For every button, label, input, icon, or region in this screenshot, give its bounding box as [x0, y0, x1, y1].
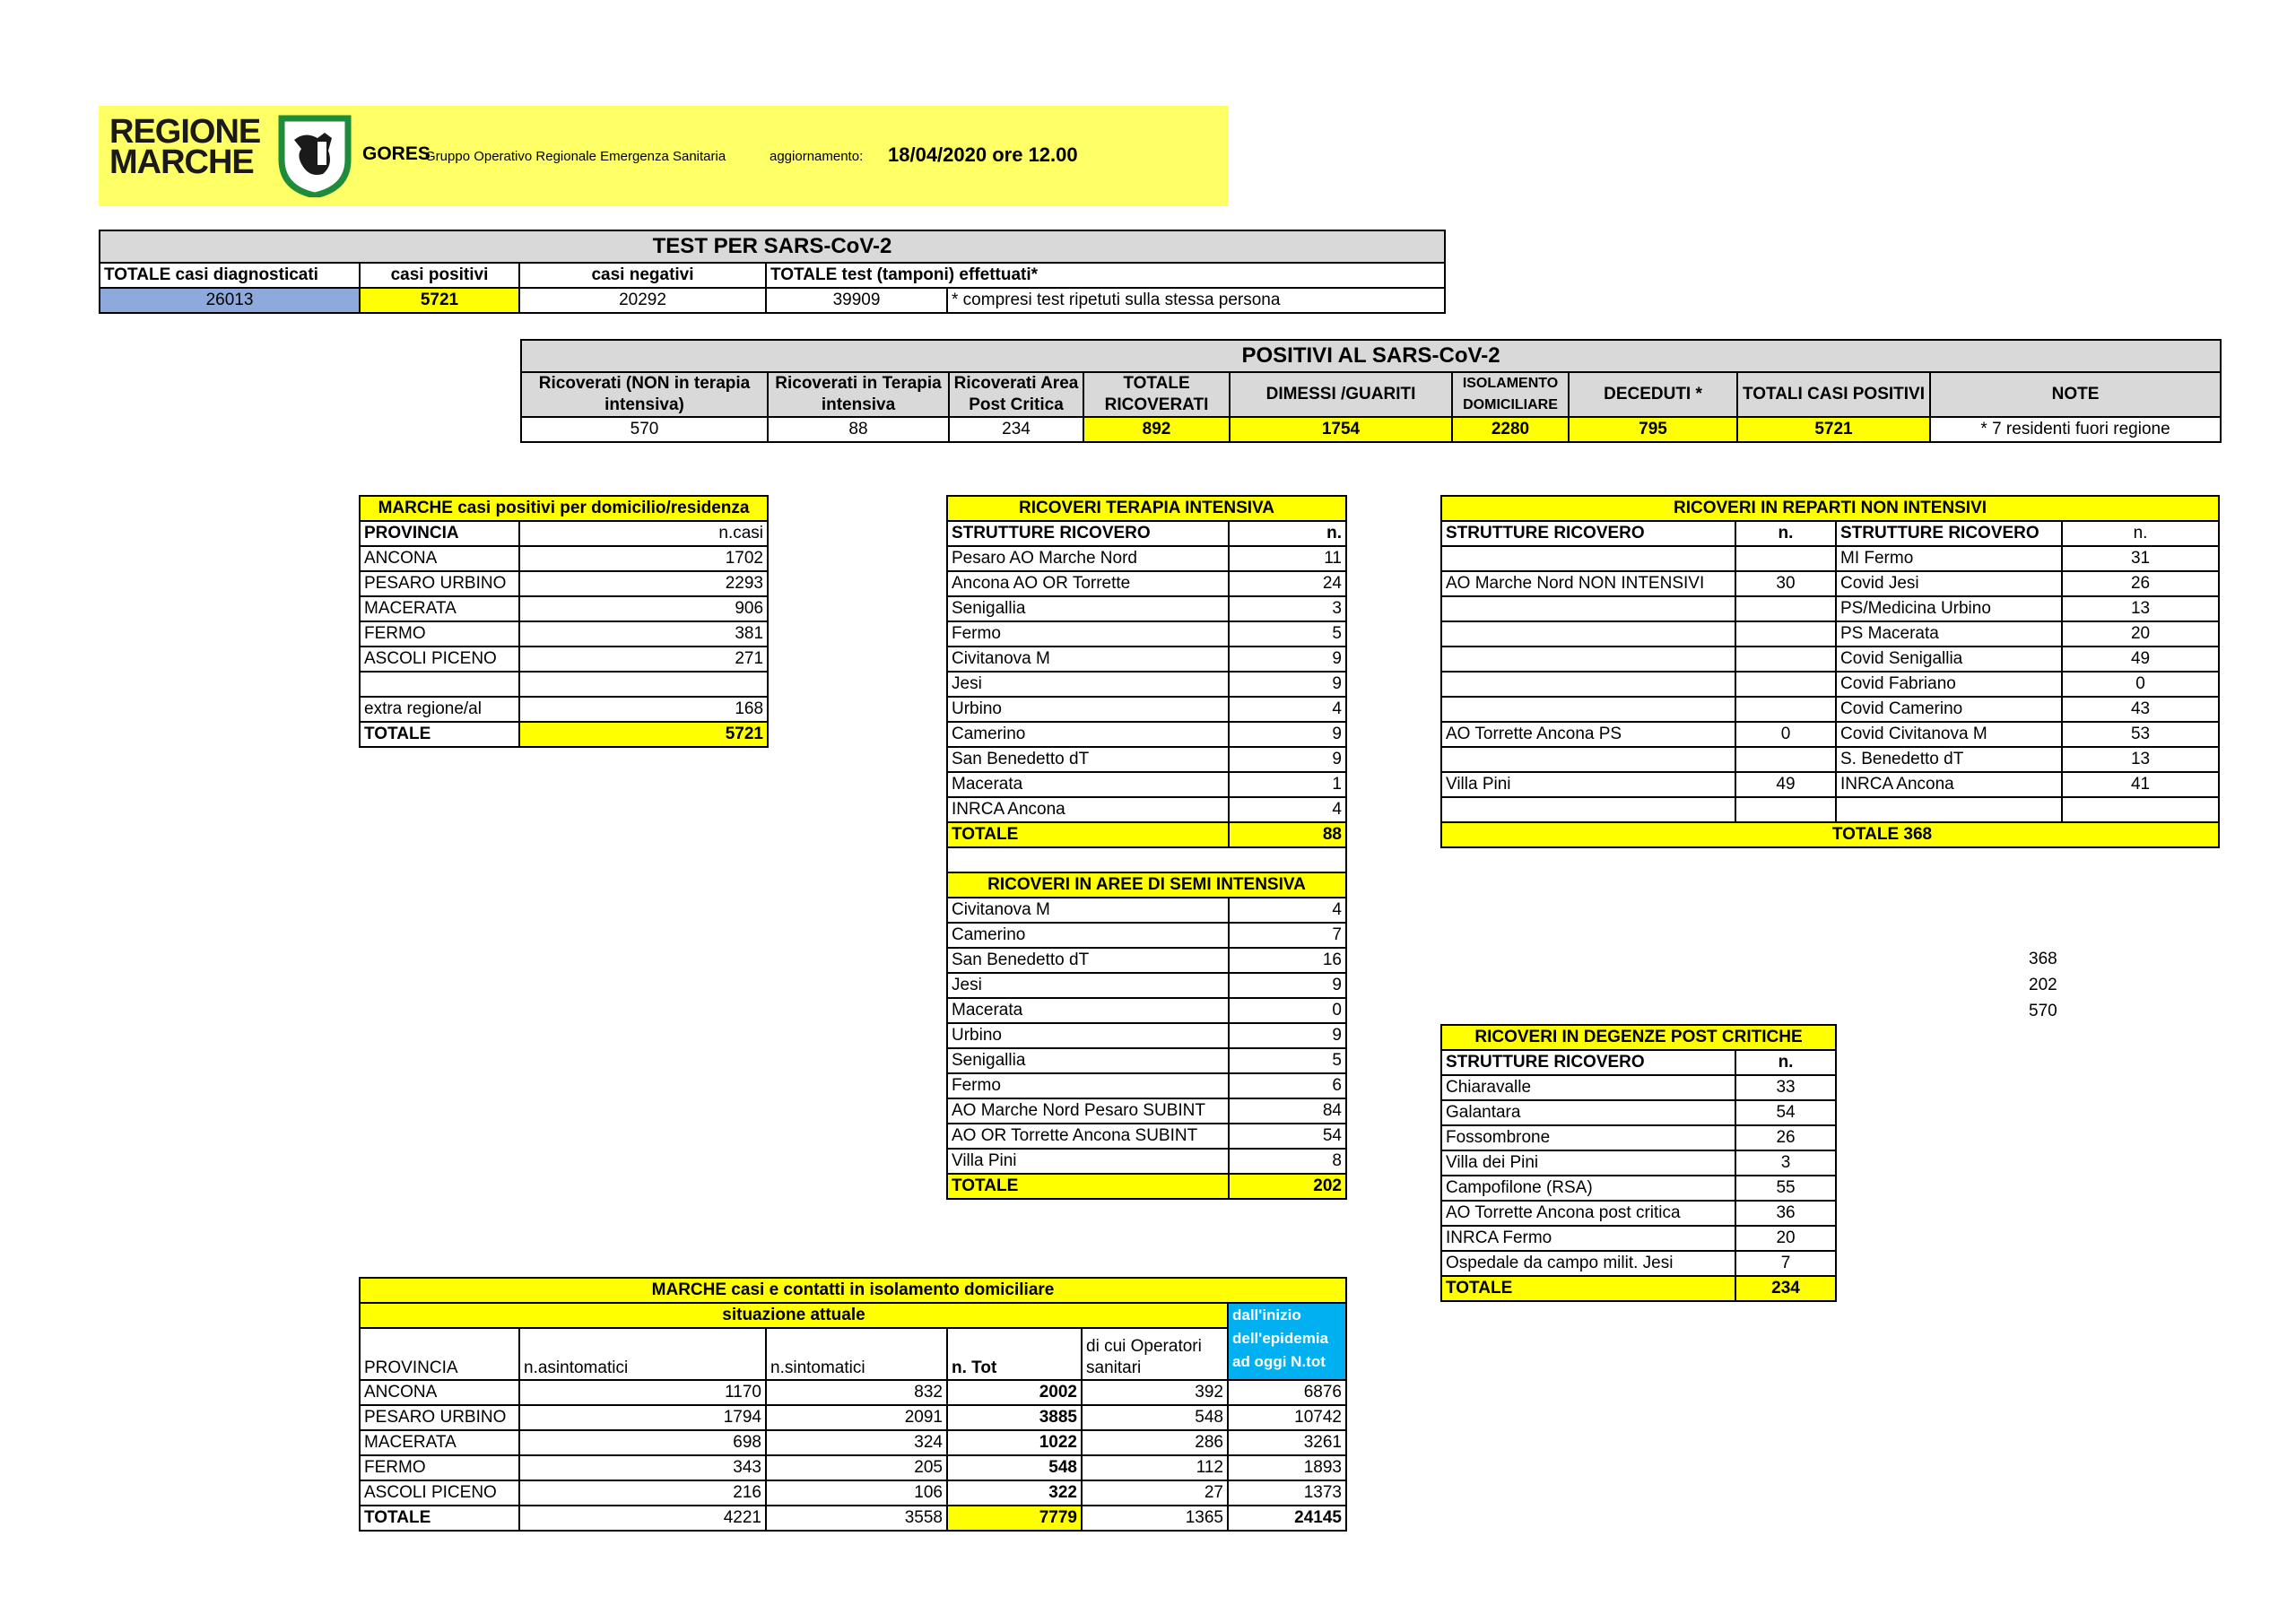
semi-row: [947, 948, 1346, 973]
isolamento-epidemia: 10742: [1228, 1405, 1346, 1430]
semi-total-value: 202: [1229, 1174, 1346, 1199]
non-intensivi-row: [1441, 621, 2219, 647]
ti-title: RICOVERI TERAPIA INTENSIVA: [947, 496, 1346, 521]
province-name: [360, 672, 519, 697]
semi-count: 8: [1229, 1149, 1346, 1174]
ti-structure: Pesaro AO Marche Nord: [947, 546, 1229, 571]
semi-structure: Civitanova M: [947, 898, 1229, 923]
logo-line-2: MARCHE: [109, 143, 254, 181]
province-count: 271: [519, 647, 768, 672]
ti-row: [947, 722, 1346, 747]
ti-row: [947, 772, 1346, 797]
semi-count: 84: [1229, 1098, 1346, 1124]
province-count: 906: [519, 596, 768, 621]
isolamento-provincia: FERMO: [360, 1455, 519, 1480]
non-intensivi-count-1: [1735, 596, 1836, 621]
ti-structure: Urbino: [947, 697, 1229, 722]
ti-col-n: n.: [1229, 521, 1346, 546]
isolamento-total-epidemia: 24145: [1228, 1506, 1346, 1531]
isolamento-total-label: TOTALE: [360, 1506, 519, 1531]
non-intensivi-row: [1441, 697, 2219, 722]
ti-table: [946, 495, 1347, 1200]
province-row: [360, 546, 768, 571]
isolamento-asintomatici: 698: [519, 1430, 766, 1455]
non-intensivi-structure-1: [1441, 672, 1735, 697]
province-row: [360, 697, 768, 722]
province-row: [360, 647, 768, 672]
semi-count: 0: [1229, 998, 1346, 1023]
non-intensivi-row: [1441, 672, 2219, 697]
isolamento-col-operatori: di cui Operatori sanitari: [1082, 1328, 1228, 1380]
semi-row: [947, 1149, 1346, 1174]
post-critiche-row: [1441, 1226, 1836, 1251]
post-critiche-count: 55: [1735, 1176, 1836, 1201]
post-critiche-count: 36: [1735, 1201, 1836, 1226]
non-intensivi-structure-2: PS Macerata: [1836, 621, 2062, 647]
non-intensivi-total: TOTALE 368: [1441, 822, 2219, 847]
test-value-positivi: 5721: [360, 288, 519, 313]
semi-structure: Jesi: [947, 973, 1229, 998]
province-total-label: TOTALE: [360, 722, 519, 747]
test-header-totale: TOTALE casi diagnosticati: [100, 263, 360, 288]
semi-row: [947, 1098, 1346, 1124]
ti-row: [947, 747, 1346, 772]
province-row: [360, 621, 768, 647]
positivi-value-totali: 5721: [1737, 417, 1930, 442]
isolamento-ntot: 3885: [947, 1405, 1082, 1430]
update-label: aggiornamento:: [770, 149, 864, 164]
semi-row: [947, 898, 1346, 923]
ti-row: [947, 621, 1346, 647]
positivi-header-dimessi: DIMESSI /GUARITI: [1230, 372, 1452, 417]
semi-row: [947, 923, 1346, 948]
province-row: [360, 571, 768, 596]
semi-row: [947, 1048, 1346, 1073]
test-title: TEST PER SARS-CoV-2: [100, 230, 1445, 263]
post-critiche-row: [1441, 1176, 1836, 1201]
non-intensivi-structure-1: [1441, 546, 1735, 571]
post-critiche-structure: Galantara: [1441, 1100, 1735, 1125]
ti-row: [947, 697, 1346, 722]
semi-row: [947, 998, 1346, 1023]
non-intensivi-structure-1: AO Marche Nord NON INTENSIVI: [1441, 571, 1735, 596]
ti-structure: Macerata: [947, 772, 1229, 797]
ti-structure: San Benedetto dT: [947, 747, 1229, 772]
positivi-header-deceduti: DECEDUTI *: [1569, 372, 1737, 417]
non-intensivi-count-2: 49: [2062, 647, 2219, 672]
isolamento-sintomatici: 2091: [766, 1405, 947, 1430]
isolamento-epidemia: 3261: [1228, 1430, 1346, 1455]
non-intensivi-count-2: 41: [2062, 772, 2219, 797]
positivi-value-post-critica: 234: [949, 417, 1083, 442]
ti-row: [947, 647, 1346, 672]
non-intensivi-structure-1: [1441, 797, 1735, 822]
non-intensivi-count-1: 49: [1735, 772, 1836, 797]
positivi-value-deceduti: 795: [1569, 417, 1737, 442]
gores-label: GORES: [362, 143, 430, 164]
semi-count: 6: [1229, 1073, 1346, 1098]
non-intensivi-row: [1441, 772, 2219, 797]
post-critiche-row: [1441, 1100, 1836, 1125]
ti-row: [947, 546, 1346, 571]
isolamento-row: [360, 1430, 1346, 1455]
semi-count: 4: [1229, 898, 1346, 923]
post-critiche-structure: Villa dei Pini: [1441, 1150, 1735, 1176]
non-intensivi-structure-2: Covid Jesi: [1836, 571, 2062, 596]
province-count: 168: [519, 697, 768, 722]
isolamento-row: [360, 1455, 1346, 1480]
post-critiche-count: 7: [1735, 1251, 1836, 1276]
isolamento-ntot: 322: [947, 1480, 1082, 1506]
test-table: [99, 230, 1446, 314]
ti-row: [947, 571, 1346, 596]
ti-count: 9: [1229, 672, 1346, 697]
non-intensivi-col-n-2: n.: [2062, 521, 2219, 546]
isolamento-title: MARCHE casi e contatti in isolamento domiciliare: [360, 1278, 1346, 1303]
test-value-negativi: 20292: [519, 288, 766, 313]
positivi-title: POSITIVI AL SARS-CoV-2: [521, 340, 2221, 372]
non-intensivi-count-1: [1735, 546, 1836, 571]
non-intensivi-title: RICOVERI IN REPARTI NON INTENSIVI: [1441, 496, 2219, 521]
ti-row: [947, 797, 1346, 822]
ti-count: 4: [1229, 797, 1346, 822]
positivi-header-non-ti: Ricoverati (NON in terapia intensiva): [521, 372, 768, 417]
isolamento-col-ntot: n. Tot: [947, 1328, 1082, 1380]
non-intensivi-row: [1441, 571, 2219, 596]
isolamento-operatori: 392: [1082, 1380, 1228, 1405]
positivi-header-isolamento: ISOLAMENTO DOMICILIARE: [1452, 372, 1569, 417]
isolamento-ntot: 548: [947, 1455, 1082, 1480]
ti-col-strutture: STRUTTURE RICOVERO: [947, 521, 1229, 546]
isolamento-asintomatici: 1170: [519, 1380, 766, 1405]
isolamento-sintomatici: 832: [766, 1380, 947, 1405]
isolamento-cyan-header: dall'inizio dell'epidemia ad oggi N.tot: [1228, 1303, 1346, 1380]
province-col-ncasi: n.casi: [519, 521, 768, 546]
province-count: 2293: [519, 571, 768, 596]
positivi-header-totali: TOTALI CASI POSITIVI: [1737, 372, 1930, 417]
isolamento-total-ntot: 7779: [947, 1506, 1082, 1531]
ti-total-label: TOTALE: [947, 822, 1229, 847]
post-critiche-count: 20: [1735, 1226, 1836, 1251]
semi-structure: Villa Pini: [947, 1149, 1229, 1174]
non-intensivi-structure-2: [1836, 797, 2062, 822]
province-name: PESARO URBINO: [360, 571, 519, 596]
test-header-negativi: casi negativi: [519, 263, 766, 288]
post-critiche-col-n: n.: [1735, 1050, 1836, 1075]
side-number-1: 368: [2029, 950, 2057, 968]
ti-count: 9: [1229, 647, 1346, 672]
test-header-positivi: casi positivi: [360, 263, 519, 288]
post-critiche-count: 54: [1735, 1100, 1836, 1125]
non-intensivi-structure-1: [1441, 596, 1735, 621]
non-intensivi-structure-2: Covid Civitanova M: [1836, 722, 2062, 747]
ti-count: 9: [1229, 747, 1346, 772]
side-number-2: 202: [2029, 976, 2057, 994]
post-critiche-structure: Fossombrone: [1441, 1125, 1735, 1150]
non-intensivi-count-1: [1735, 621, 1836, 647]
non-intensivi-count-1: [1735, 647, 1836, 672]
province-name: ANCONA: [360, 546, 519, 571]
semi-structure: AO Marche Nord Pesaro SUBINT: [947, 1098, 1229, 1124]
positivi-value-note: * 7 residenti fuori regione: [1930, 417, 2221, 442]
ti-structure: Civitanova M: [947, 647, 1229, 672]
non-intensivi-table: [1440, 495, 2220, 848]
positivi-value-non-ti: 570: [521, 417, 768, 442]
semi-total-label: TOTALE: [947, 1174, 1229, 1199]
ti-structure: Jesi: [947, 672, 1229, 697]
isolamento-provincia: ASCOLI PICENO: [360, 1480, 519, 1506]
non-intensivi-structure-1: [1441, 697, 1735, 722]
ti-count: 5: [1229, 621, 1346, 647]
non-intensivi-structure-1: [1441, 621, 1735, 647]
non-intensivi-count-2: 53: [2062, 722, 2219, 747]
isolamento-asintomatici: 216: [519, 1480, 766, 1506]
post-critiche-count: 26: [1735, 1125, 1836, 1150]
non-intensivi-structure-1: Villa Pini: [1441, 772, 1735, 797]
test-value-tamponi: 39909: [766, 288, 947, 313]
semi-structure: Camerino: [947, 923, 1229, 948]
semi-structure: Urbino: [947, 1023, 1229, 1048]
ti-count: 9: [1229, 722, 1346, 747]
isolamento-col-provincia: PROVINCIA: [360, 1328, 519, 1380]
post-critiche-count: 33: [1735, 1075, 1836, 1100]
non-intensivi-structure-2: S. Benedetto dT: [1836, 747, 2062, 772]
non-intensivi-count-1: [1735, 672, 1836, 697]
non-intensivi-count-2: 20: [2062, 621, 2219, 647]
post-critiche-structure: Chiaravalle: [1441, 1075, 1735, 1100]
positivi-table: [520, 339, 2222, 443]
semi-structure: Senigallia: [947, 1048, 1229, 1073]
test-value-totale: 26013: [100, 288, 360, 313]
non-intensivi-structure-1: [1441, 747, 1735, 772]
province-total-value: 5721: [519, 722, 768, 747]
post-critiche-title: RICOVERI IN DEGENZE POST CRITICHE: [1441, 1025, 1836, 1050]
gores-subtitle: Gruppo Operativo Regionale Emergenza Sanitaria: [425, 149, 726, 164]
non-intensivi-count-2: 13: [2062, 747, 2219, 772]
post-critiche-structure: Ospedale da campo milit. Jesi: [1441, 1251, 1735, 1276]
post-critiche-row: [1441, 1150, 1836, 1176]
non-intensivi-count-1: 30: [1735, 571, 1836, 596]
isolamento-ntot: 2002: [947, 1380, 1082, 1405]
isolamento-epidemia: 1893: [1228, 1455, 1346, 1480]
isolamento-operatori: 27: [1082, 1480, 1228, 1506]
semi-count: 9: [1229, 1023, 1346, 1048]
positivi-value-isolamento: 2280: [1452, 417, 1569, 442]
non-intensivi-row: [1441, 647, 2219, 672]
logo-line-1: REGIONE: [109, 113, 261, 151]
non-intensivi-row: [1441, 596, 2219, 621]
isolamento-table: [359, 1277, 1347, 1532]
isolamento-epidemia: 1373: [1228, 1480, 1346, 1506]
non-intensivi-count-1: 0: [1735, 722, 1836, 747]
semi-count: 16: [1229, 948, 1346, 973]
post-critiche-structure: AO Torrette Ancona post critica: [1441, 1201, 1735, 1226]
province-row: [360, 672, 768, 697]
non-intensivi-structure-2: Covid Fabriano: [1836, 672, 2062, 697]
non-intensivi-structure-2: PS/Medicina Urbino: [1836, 596, 2062, 621]
non-intensivi-structure-2: MI Fermo: [1836, 546, 2062, 571]
positivi-value-ti: 88: [768, 417, 949, 442]
province-name: FERMO: [360, 621, 519, 647]
province-name: extra regione/al: [360, 697, 519, 722]
non-intensivi-structure-2: Covid Camerino: [1836, 697, 2062, 722]
non-intensivi-count-2: [2062, 797, 2219, 822]
post-critiche-structure: INRCA Fermo: [1441, 1226, 1735, 1251]
isolamento-provincia: ANCONA: [360, 1380, 519, 1405]
isolamento-asintomatici: 343: [519, 1455, 766, 1480]
ti-structure: Ancona AO OR Torrette: [947, 571, 1229, 596]
non-intensivi-row: [1441, 722, 2219, 747]
semi-row: [947, 1073, 1346, 1098]
province-name: ASCOLI PICENO: [360, 647, 519, 672]
isolamento-col-asintomatici: n.asintomatici: [519, 1328, 766, 1380]
isolamento-col-sintomatici: n.sintomatici: [766, 1328, 947, 1380]
non-intensivi-count-1: [1735, 697, 1836, 722]
ti-structure: Fermo: [947, 621, 1229, 647]
positivi-header-post-critica: Ricoverati Area Post Critica: [949, 372, 1083, 417]
semi-count: 7: [1229, 923, 1346, 948]
ti-total-value: 88: [1229, 822, 1346, 847]
post-critiche-row: [1441, 1075, 1836, 1100]
isolamento-total-asintomatici: 4221: [519, 1506, 766, 1531]
semi-structure: Fermo: [947, 1073, 1229, 1098]
ti-structure: INRCA Ancona: [947, 797, 1229, 822]
ti-structure: Camerino: [947, 722, 1229, 747]
update-date: 18/04/2020 ore 12.00: [888, 143, 1078, 166]
isolamento-provincia: PESARO URBINO: [360, 1405, 519, 1430]
ti-count: 4: [1229, 697, 1346, 722]
province-count: 381: [519, 621, 768, 647]
ti-row: [947, 596, 1346, 621]
isolamento-sintomatici: 324: [766, 1430, 947, 1455]
semi-count: 9: [1229, 973, 1346, 998]
non-intensivi-col-n-1: n.: [1735, 521, 1836, 546]
province-table: [359, 495, 769, 748]
ti-count: 24: [1229, 571, 1346, 596]
semi-structure: AO OR Torrette Ancona SUBINT: [947, 1124, 1229, 1149]
isolamento-epidemia: 6876: [1228, 1380, 1346, 1405]
ti-row: [947, 672, 1346, 697]
post-critiche-row: [1441, 1125, 1836, 1150]
isolamento-operatori: 112: [1082, 1455, 1228, 1480]
non-intensivi-col-strutture-2: STRUTTURE RICOVERO: [1836, 521, 2062, 546]
non-intensivi-structure-2: INRCA Ancona: [1836, 772, 2062, 797]
semi-structure: San Benedetto dT: [947, 948, 1229, 973]
province-name: MACERATA: [360, 596, 519, 621]
post-critiche-total-value: 234: [1735, 1276, 1836, 1301]
non-intensivi-col-strutture-1: STRUTTURE RICOVERO: [1441, 521, 1735, 546]
ti-spacer-row: [947, 847, 1346, 872]
positivi-header-ti: Ricoverati in Terapia intensiva: [768, 372, 949, 417]
non-intensivi-count-1: [1735, 797, 1836, 822]
non-intensivi-row: [1441, 797, 2219, 822]
province-count: [519, 672, 768, 697]
test-header-tamponi: TOTALE test (tamponi) effettuati*: [766, 263, 1445, 288]
positivi-value-totale-ricoverati: 892: [1083, 417, 1230, 442]
side-number-3: 570: [2029, 1002, 2057, 1020]
province-row: [360, 596, 768, 621]
regione-marche-logo: [109, 113, 261, 181]
isolamento-sintomatici: 106: [766, 1480, 947, 1506]
post-critiche-count: 3: [1735, 1150, 1836, 1176]
non-intensivi-count-2: 13: [2062, 596, 2219, 621]
isolamento-subtitle: situazione attuale: [360, 1303, 1228, 1328]
non-intensivi-count-2: 43: [2062, 697, 2219, 722]
post-critiche-structure: Campofilone (RSA): [1441, 1176, 1735, 1201]
semi-title: RICOVERI IN AREE DI SEMI INTENSIVA: [947, 872, 1346, 898]
province-col-provincia: PROVINCIA: [360, 521, 519, 546]
post-critiche-table: [1440, 1024, 1837, 1302]
non-intensivi-structure-1: AO Torrette Ancona PS: [1441, 722, 1735, 747]
province-title: MARCHE casi positivi per domicilio/residenza: [360, 496, 768, 521]
isolamento-operatori: 286: [1082, 1430, 1228, 1455]
semi-row: [947, 1023, 1346, 1048]
non-intensivi-row: [1441, 546, 2219, 571]
semi-count: 5: [1229, 1048, 1346, 1073]
ti-count: 3: [1229, 596, 1346, 621]
isolamento-provincia: MACERATA: [360, 1430, 519, 1455]
isolamento-row: [360, 1480, 1346, 1506]
semi-row: [947, 1124, 1346, 1149]
isolamento-sintomatici: 205: [766, 1455, 947, 1480]
semi-row: [947, 973, 1346, 998]
isolamento-ntot: 1022: [947, 1430, 1082, 1455]
ti-count: 1: [1229, 772, 1346, 797]
semi-structure: Macerata: [947, 998, 1229, 1023]
semi-count: 54: [1229, 1124, 1346, 1149]
non-intensivi-row: [1441, 747, 2219, 772]
positivi-header-note: NOTE: [1930, 372, 2221, 417]
regione-marche-shield-icon: [278, 115, 352, 197]
non-intensivi-structure-2: Covid Senigallia: [1836, 647, 2062, 672]
post-critiche-total-label: TOTALE: [1441, 1276, 1735, 1301]
isolamento-row: [360, 1405, 1346, 1430]
non-intensivi-structure-1: [1441, 647, 1735, 672]
post-critiche-row: [1441, 1251, 1836, 1276]
isolamento-asintomatici: 1794: [519, 1405, 766, 1430]
isolamento-operatori: 548: [1082, 1405, 1228, 1430]
non-intensivi-count-2: 26: [2062, 571, 2219, 596]
province-count: 1702: [519, 546, 768, 571]
ti-structure: Senigallia: [947, 596, 1229, 621]
non-intensivi-count-2: 0: [2062, 672, 2219, 697]
positivi-value-dimessi: 1754: [1230, 417, 1452, 442]
post-critiche-row: [1441, 1201, 1836, 1226]
post-critiche-col-strutture: STRUTTURE RICOVERO: [1441, 1050, 1735, 1075]
non-intensivi-count-2: 31: [2062, 546, 2219, 571]
non-intensivi-count-1: [1735, 747, 1836, 772]
isolamento-total-sintomatici: 3558: [766, 1506, 947, 1531]
positivi-header-totale-ricoverati: TOTALE RICOVERATI: [1083, 372, 1230, 417]
test-note: * compresi test ripetuti sulla stessa persona: [947, 288, 1445, 313]
isolamento-total-operatori: 1365: [1082, 1506, 1228, 1531]
isolamento-row: [360, 1380, 1346, 1405]
ti-count: 11: [1229, 546, 1346, 571]
